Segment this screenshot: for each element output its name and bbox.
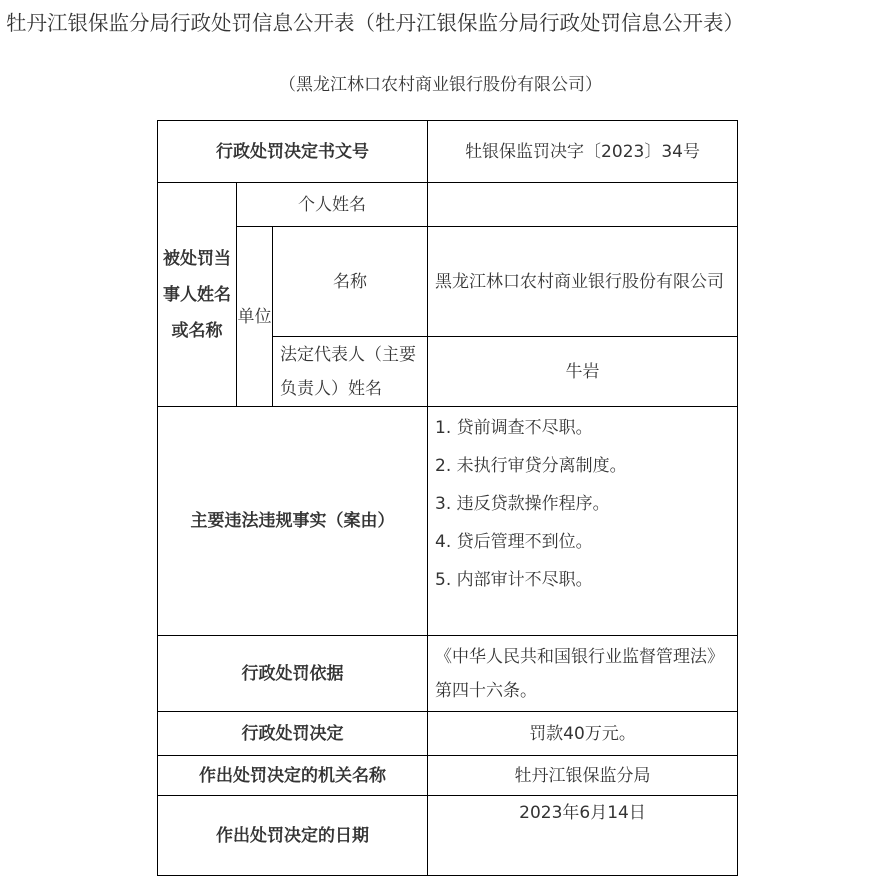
page-subtitle: （黑龙江林口农村商业银行股份有限公司） [279, 75, 602, 95]
date-value: 2023年6月14日 [428, 796, 738, 876]
penalty-info-table [157, 120, 738, 876]
legal-rep-label: 法定代表人（主要负责人）姓名 [273, 337, 428, 407]
date-label: 作出处罚决定的日期 [158, 796, 428, 876]
violation-item: 2. 未执行审贷分离制度。 [435, 456, 627, 476]
party-label: 被处罚当事人姓名或名称 [158, 183, 237, 407]
table-row-basis [158, 636, 738, 712]
unit-label: 单位 [237, 227, 273, 407]
decision-label: 行政处罚决定 [158, 712, 428, 756]
table-row-authority [158, 756, 738, 796]
doc-number-value: 牡银保监罚决字〔2023〕34号 [428, 121, 738, 183]
page-title: 牡丹江银保监分局行政处罚信息公开表（牡丹江银保监分局行政处罚信息公开表） [6, 11, 744, 35]
table-row-decision [158, 712, 738, 756]
violation-item: 4. 贷后管理不到位。 [435, 532, 593, 552]
decision-value: 罚款40万元。 [428, 712, 738, 756]
table-row-unit-name [158, 227, 738, 337]
unit-name-label: 名称 [273, 227, 428, 337]
violation-item: 3. 违反贷款操作程序。 [435, 494, 610, 514]
authority-value: 牡丹江银保监分局 [428, 756, 738, 796]
violations-label: 主要违法违规事实（案由） [158, 407, 428, 636]
violation-item: 5. 内部审计不尽职。 [435, 570, 593, 590]
authority-label: 作出处罚决定的机关名称 [158, 756, 428, 796]
table-row-doc-number [158, 121, 738, 183]
doc-number-label: 行政处罚决定书文号 [158, 121, 428, 183]
individual-name-label: 个人姓名 [237, 183, 428, 227]
basis-value: 《中华人民共和国银行业监督管理法》第四十六条。 [428, 636, 738, 712]
table-row-date [158, 796, 738, 876]
basis-label: 行政处罚依据 [158, 636, 428, 712]
table-row-individual-name [158, 183, 738, 227]
table-row-violations [158, 407, 738, 636]
unit-name-value: 黑龙江林口农村商业银行股份有限公司 [428, 227, 738, 337]
legal-rep-value: 牛岩 [428, 337, 738, 407]
individual-name-value [428, 183, 738, 227]
violations-list [428, 407, 738, 636]
violation-item: 1. 贷前调查不尽职。 [435, 418, 593, 438]
